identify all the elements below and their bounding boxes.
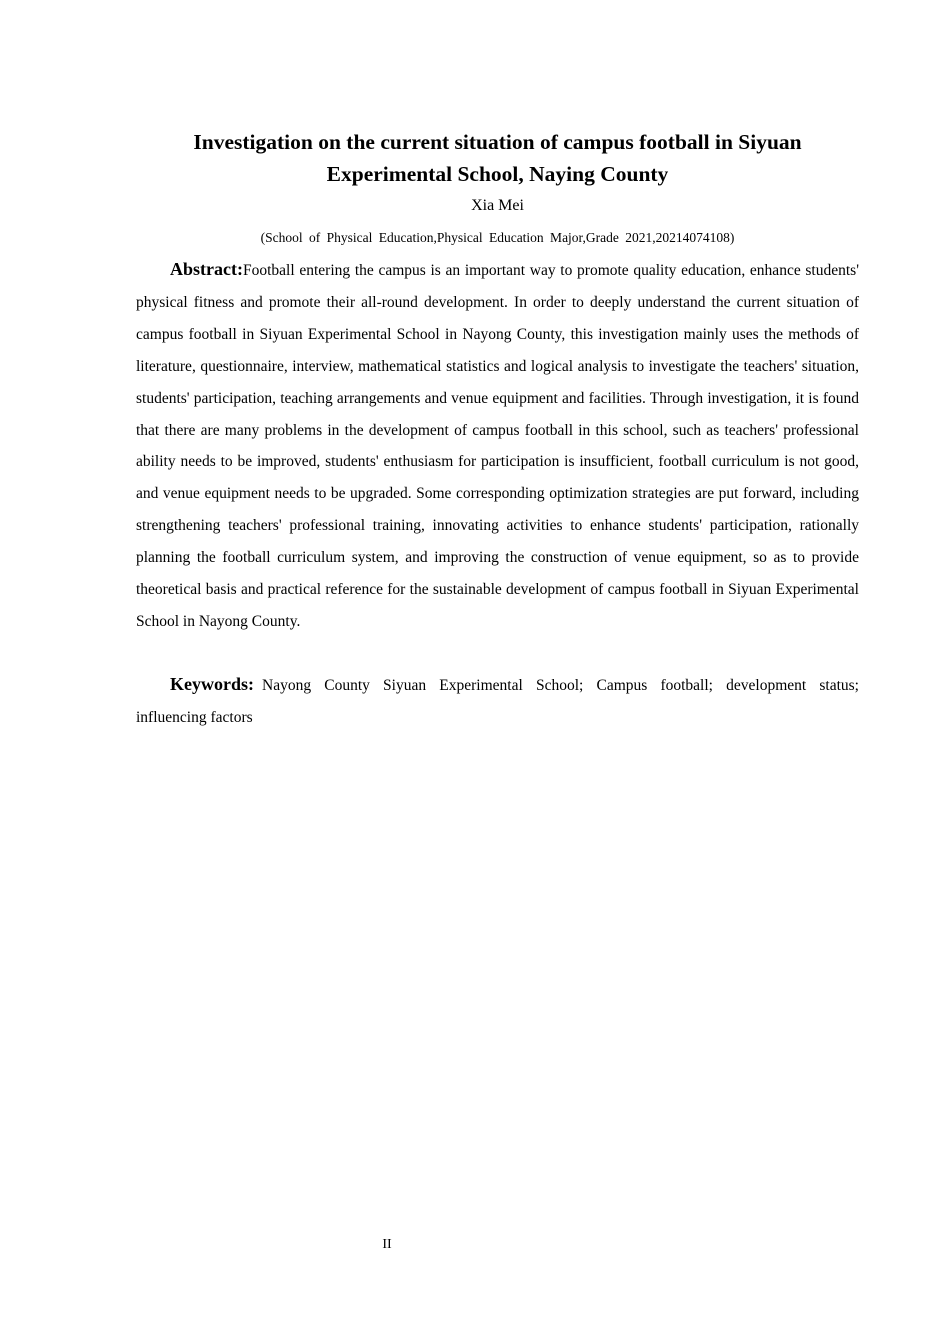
page-number: II <box>382 1237 392 1252</box>
abstract-label: Abstract: <box>170 259 243 279</box>
author-affiliation: (School of Physical Education,Physical Education Major,Grade 2021,20214074108) <box>260 230 735 245</box>
keywords-paragraph <box>136 669 859 734</box>
abstract-paragraph <box>136 254 859 638</box>
author-name: Xia Mei <box>471 197 524 214</box>
paper-title: Investigation on the current situation of campus football in Siyuan Experimental School, Naying County <box>193 130 802 186</box>
keywords-label: Keywords: <box>170 674 254 694</box>
keywords-text: Nayong County Siyuan Experimental School; Campus football; development status; influencing factors <box>136 677 859 726</box>
abstract-text: Football entering the campus is an important way to promote quality education, enhance students' physical fitness and promote their all-round development. In order to deeply understand the current situation of campus football in Siyuan Experimental School in Nayong County, this investigation mainly uses the methods of literature, questionnaire, interview, mathematical statistics and logical analysis to investigate the teachers' situation, students' participation, teaching arrangements and venue equipment and facilities. Through investigation, it is found that there are many problems in the development of campus football in this school, such as teachers' professional ability needs to be improved, students' enthusiasm for participation is insufficient, football curriculum is not good, and venue equipment needs to be upgraded. Some corresponding optimization strategies are put forward, including strengthening teachers' professional training, innovating activities to enhance students' participation, rationally planning the football curriculum system, and improving the construction of venue equipment, so as to provide theoretical basis and practical reference for the sustainable development of campus football in Siyuan Experimental School in Nayong County. <box>136 262 859 630</box>
